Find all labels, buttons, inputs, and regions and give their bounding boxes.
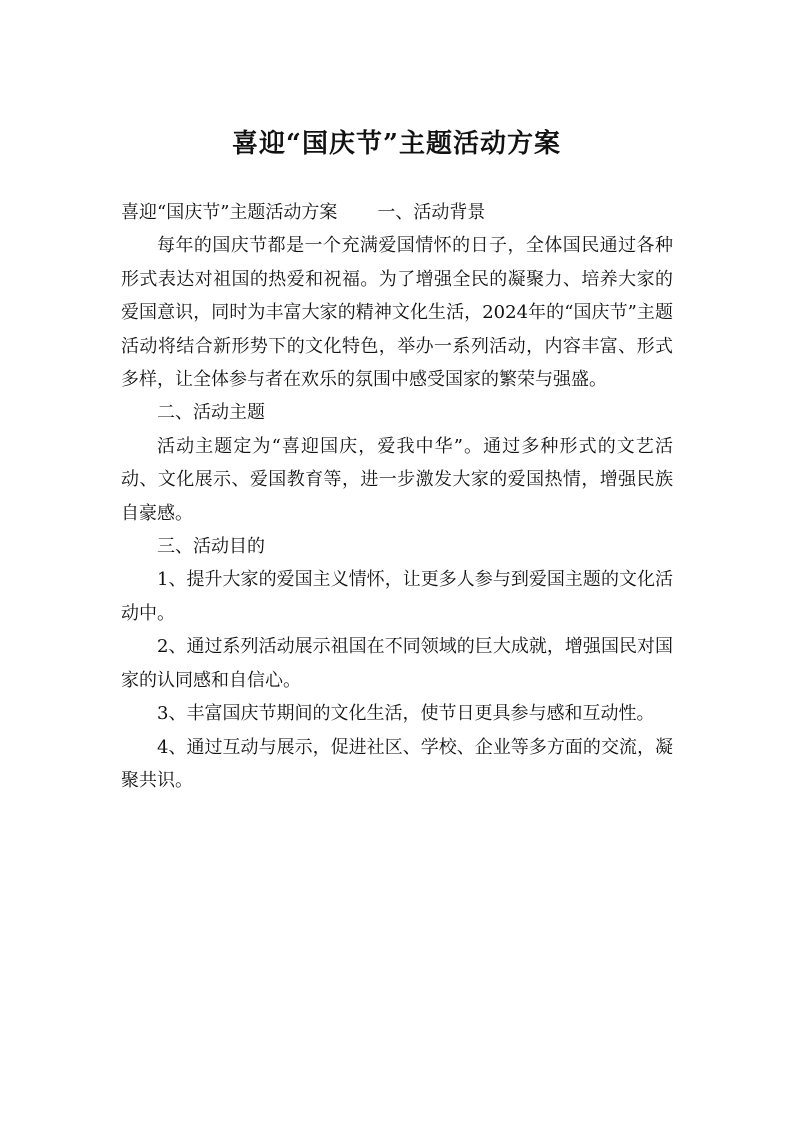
section-heading-purpose: 三、活动目的 xyxy=(157,536,265,558)
section-heading-background: 一、活动背景 xyxy=(377,202,486,223)
background-paragraph: 每年的国庆节都是一个充满爱国情怀的日子，全体国民通过各种形式表达对祖国的热爱和祝福。为了增强全民的凝聚力、培养大家的爱国意识，同时为丰富大家的精神文化生活，2024年的“国庆节”主题活动将结合新形势下的文化特色，举办一系列活动，内容丰富、形式多样，让全体参与者在欢乐的氛围中感受国家的繁荣与强盛。 xyxy=(121,235,673,391)
purpose-item-3: 3、丰富国庆节期间的文化生活，使节日更具参与感和互动性。 xyxy=(157,703,655,725)
document-body xyxy=(121,196,673,797)
document-title: 喜迎“国庆节”主题活动方案 xyxy=(232,129,561,159)
purpose-item-4: 4、通过互动与展示，促进社区、学校、企业等多方面的交流，凝聚共识。 xyxy=(121,736,673,791)
purpose-item-1: 1、提升大家的爱国主义情怀，让更多人参与到爱国主题的文化活动中。 xyxy=(121,569,673,624)
intro-heading: 喜迎“国庆节”主题活动方案 xyxy=(121,202,338,223)
theme-paragraph: 活动主题定为“喜迎国庆，爱我中华”。通过多种形式的文艺活动、文化展示、爱国教育等，进一步激发大家的爱国热情，增强民族自豪感。 xyxy=(121,435,673,524)
purpose-item-2: 2、通过系列活动展示祖国在不同领域的巨大成就，增强国民对国家的认同感和自信心。 xyxy=(121,636,673,691)
intro-line xyxy=(121,196,673,229)
section-heading-theme: 二、活动主题 xyxy=(157,402,265,424)
